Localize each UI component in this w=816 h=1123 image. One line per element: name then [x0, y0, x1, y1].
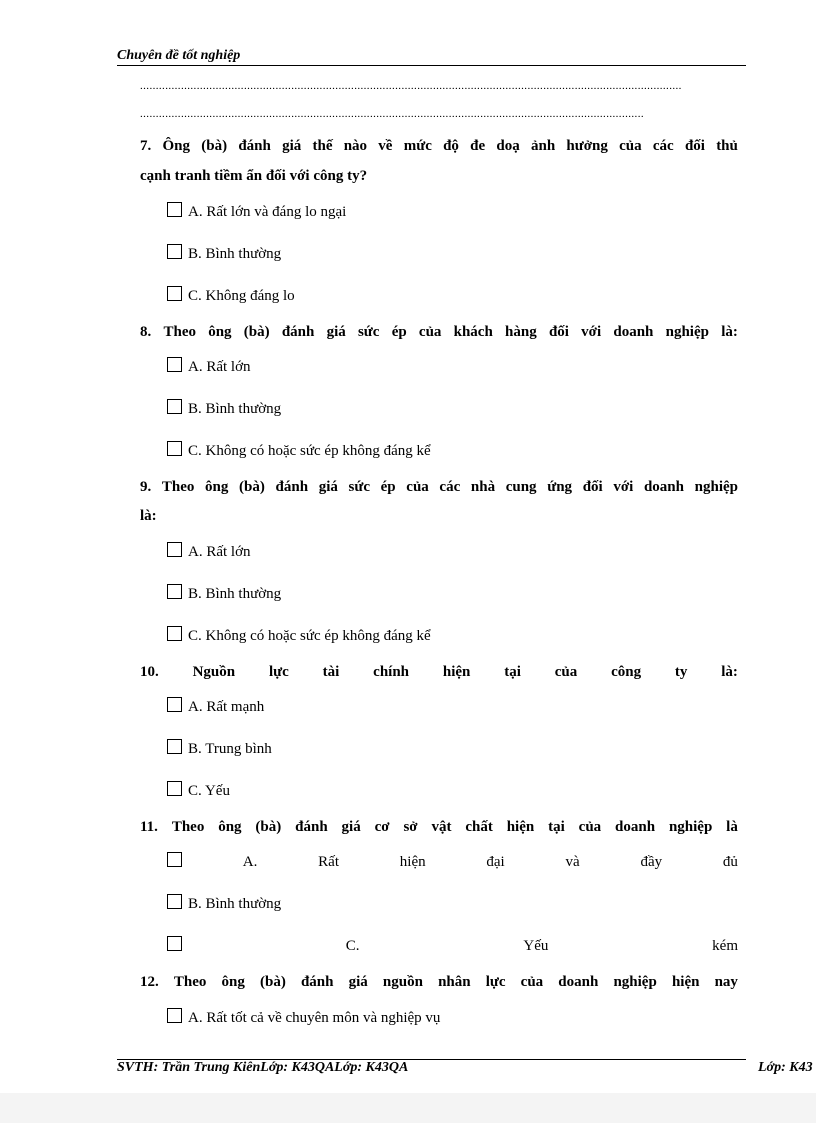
- word: 10.: [140, 664, 159, 680]
- word: vật: [431, 819, 452, 835]
- question-7-option-b[interactable]: B. Bình thường: [167, 244, 281, 264]
- word: khách: [453, 324, 493, 340]
- checkbox-icon[interactable]: [167, 399, 182, 414]
- word: thủ: [716, 138, 738, 154]
- answer-dotted-line: ............................................................................................................................................................................: [140, 80, 682, 92]
- word: nghiệp: [668, 819, 713, 835]
- word: doanh: [643, 479, 684, 495]
- word: lực: [268, 664, 289, 680]
- word: ông: [205, 479, 229, 495]
- question-11-option-b[interactable]: B. Bình thường: [167, 894, 281, 914]
- word: Theo: [173, 974, 207, 990]
- question-11-option-c[interactable]: [167, 936, 738, 956]
- word: của: [406, 479, 429, 495]
- word: hàng: [505, 324, 537, 340]
- question-10-option-c[interactable]: C. Yếu: [167, 781, 230, 801]
- word: nhà: [470, 479, 496, 495]
- word: sức: [357, 324, 380, 340]
- header-rule: [117, 65, 746, 66]
- word: hiện: [671, 974, 700, 990]
- word: tại: [548, 819, 565, 835]
- checkbox-icon[interactable]: [167, 781, 182, 796]
- word: đối: [548, 324, 569, 340]
- word: và: [565, 854, 580, 870]
- word: đánh: [281, 324, 315, 340]
- word: các: [439, 479, 461, 495]
- word: C.: [345, 938, 360, 954]
- word: 9.: [140, 479, 152, 495]
- word: (bà): [201, 138, 228, 154]
- question-7-line1: [140, 136, 738, 156]
- word: là:: [721, 324, 738, 340]
- word: giá: [282, 138, 302, 154]
- word: nguồn: [382, 974, 423, 990]
- word: hiện: [442, 664, 471, 680]
- word: 8.: [140, 324, 152, 340]
- word: giá: [341, 819, 361, 835]
- question-11-option-a[interactable]: [167, 852, 738, 872]
- question-9-option-a[interactable]: A. Rất lớn: [167, 542, 251, 562]
- word: 11.: [140, 819, 158, 835]
- question-8-line1: [140, 322, 738, 342]
- word: là: [726, 819, 738, 835]
- word: nghiệp: [694, 479, 738, 495]
- word: của: [578, 819, 602, 835]
- word: ông: [221, 974, 245, 990]
- word: nghiệp: [613, 974, 657, 990]
- question-10-line1: [140, 662, 738, 682]
- word: đánh: [238, 138, 271, 154]
- word: A.: [242, 854, 258, 870]
- checkbox-icon[interactable]: [167, 1008, 182, 1023]
- word: nhân: [438, 974, 471, 990]
- word: tài: [322, 664, 340, 680]
- word: đánh: [295, 819, 328, 835]
- word: đối: [582, 479, 603, 495]
- word: ép: [391, 324, 407, 340]
- word: nghiệp: [665, 324, 709, 340]
- checkbox-icon[interactable]: [167, 286, 182, 301]
- word: đại: [486, 854, 505, 870]
- word: (bà): [255, 819, 282, 835]
- checkbox-icon[interactable]: [167, 202, 182, 217]
- word: 12.: [140, 974, 159, 990]
- word: nào: [343, 138, 368, 154]
- word: Rất: [318, 854, 339, 870]
- word: đầy: [640, 854, 663, 870]
- checkbox-icon[interactable]: [167, 542, 182, 557]
- footer-student-info: SVTH: Trần Trung KiênLớp: K43QALớp: K43QA: [117, 1060, 409, 1075]
- word: của: [418, 324, 442, 340]
- word: sức: [348, 479, 370, 495]
- word: mức: [403, 138, 432, 154]
- question-7-option-c[interactable]: C. Không đáng lo: [167, 286, 295, 306]
- word: của: [520, 974, 544, 990]
- word: doạ: [496, 138, 520, 154]
- word: chính: [373, 664, 410, 680]
- word: giá: [348, 974, 368, 990]
- word: (bà): [259, 974, 286, 990]
- word: của: [554, 664, 578, 680]
- word: kém: [712, 938, 738, 954]
- word: độ: [443, 138, 459, 154]
- word: doanh: [558, 974, 599, 990]
- word: các: [652, 138, 674, 154]
- word: thế: [312, 138, 333, 154]
- question-8-option-a[interactable]: A. Rất lớn: [167, 357, 251, 377]
- word: ứng: [547, 479, 573, 495]
- word: lực: [485, 974, 506, 990]
- word: doanh: [613, 324, 654, 340]
- page-header-title: Chuyên đề tốt nghiệp: [117, 48, 241, 63]
- question-7-line2: cạnh tranh tiềm ẩn đối với công ty?: [140, 168, 368, 184]
- word: sở: [403, 819, 418, 835]
- word: (bà): [243, 324, 270, 340]
- checkbox-icon[interactable]: [167, 739, 182, 754]
- word: cơ: [374, 819, 390, 835]
- checkbox-icon[interactable]: [167, 357, 182, 372]
- word: hiện: [506, 819, 535, 835]
- word: cung: [505, 479, 537, 495]
- question-10-option-b[interactable]: B. Trung bình: [167, 739, 272, 759]
- question-12-line1: [140, 972, 738, 992]
- word: đối: [684, 138, 705, 154]
- checkbox-icon[interactable]: [167, 894, 182, 909]
- word: nay: [714, 974, 738, 990]
- word: ty: [674, 664, 688, 680]
- checkbox-icon[interactable]: [167, 626, 182, 641]
- checkbox-icon[interactable]: [167, 584, 182, 599]
- checkbox-icon[interactable]: [167, 441, 182, 456]
- question-9-option-c[interactable]: C. Không có hoặc sức ép không đáng kể: [167, 626, 431, 646]
- word: là:: [721, 664, 738, 680]
- question-8-option-b[interactable]: B. Bình thường: [167, 399, 281, 419]
- question-8-option-c[interactable]: C. Không có hoặc sức ép không đáng kể: [167, 441, 431, 461]
- word: của: [619, 138, 642, 154]
- word: ông: [208, 324, 232, 340]
- word: Ông: [162, 138, 190, 154]
- word: đủ: [722, 854, 738, 870]
- word: Theo: [171, 819, 205, 835]
- word: tại: [504, 664, 521, 680]
- word: Theo: [163, 324, 196, 340]
- question-7-option-a[interactable]: A. Rất lớn và đáng lo ngại: [167, 202, 346, 222]
- checkbox-icon[interactable]: [167, 244, 182, 259]
- question-9-line2: là:: [140, 508, 157, 524]
- word: giá: [318, 479, 338, 495]
- question-11-line1: [140, 817, 738, 837]
- word: đe: [470, 138, 486, 154]
- word: (bà): [239, 479, 265, 495]
- word: Yếu: [523, 938, 549, 954]
- word: hưởng: [566, 138, 608, 154]
- word: ép: [380, 479, 396, 495]
- word: ảnh: [530, 138, 556, 154]
- footer-class-info: Lớp: K43: [758, 1060, 813, 1075]
- checkbox-icon[interactable]: [167, 697, 182, 712]
- checkbox-icon[interactable]: [167, 852, 182, 867]
- word: đánh: [275, 479, 309, 495]
- word: giá: [326, 324, 346, 340]
- word: với: [581, 324, 602, 340]
- word: công: [611, 664, 642, 680]
- question-9-option-b[interactable]: B. Bình thường: [167, 584, 281, 604]
- word: hiện: [399, 854, 426, 870]
- word: đánh: [300, 974, 334, 990]
- checkbox-icon[interactable]: [167, 936, 182, 951]
- question-12-option-a[interactable]: A. Rất tốt cả về chuyên môn và nghiệp vụ: [167, 1008, 440, 1028]
- question-9-line1: [140, 477, 738, 497]
- word: về: [378, 138, 393, 154]
- word: doanh: [615, 819, 656, 835]
- page-bottom-band: [0, 1093, 816, 1123]
- word: 7.: [140, 138, 152, 154]
- answer-dotted-line: ................................................................................................................................................................: [140, 108, 644, 120]
- word: Theo: [161, 479, 195, 495]
- word: chất: [465, 819, 493, 835]
- word: ông: [218, 819, 242, 835]
- word: Nguồn: [192, 664, 236, 680]
- word: với: [613, 479, 634, 495]
- question-10-option-a[interactable]: A. Rất mạnh: [167, 697, 264, 717]
